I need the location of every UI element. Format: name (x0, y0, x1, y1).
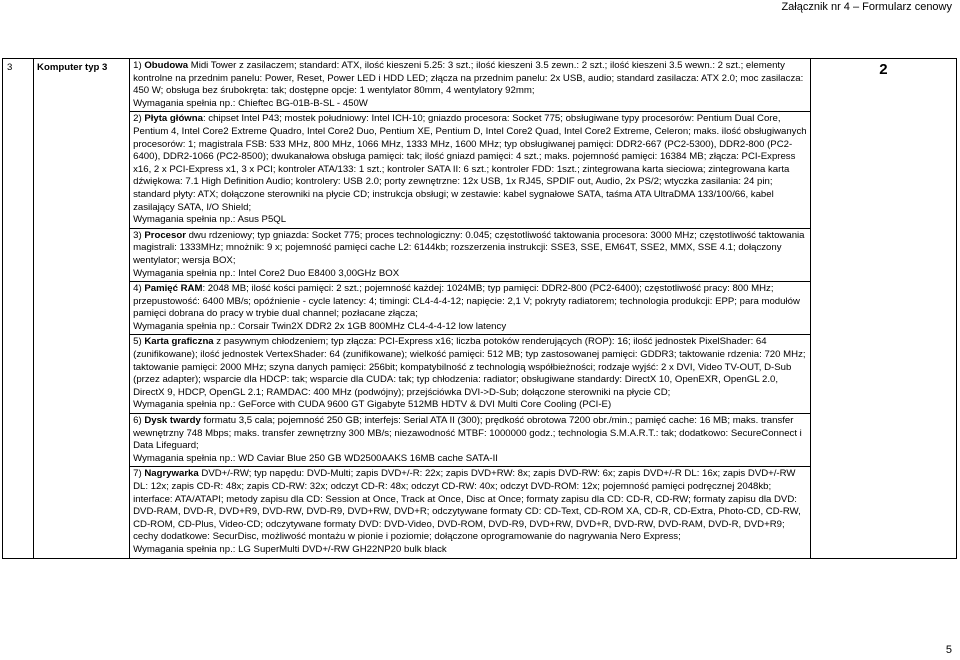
item-name: Komputer typ 3 (34, 59, 130, 559)
spec-section: 3) Procesor dwu rdzeniowy; typ gniazda: Socket 775; proces technologiczny: 0.045; częstotliwość taktowania procesora: 3000 MHz; częstotliwość taktowania magistrali: 1333MHz; mnożnik: 9 x; pojemność pamięci cache L2: 6144kb; rozszerzenia instrukcji: SSE3, SSE, EM64T, SSE2, MMX, SSE 4.1; dołączony wentylator; wersja BOX; Wymagania spełnia np.: Intel Core2 Duo E8400 3,00GHz BOX (130, 229, 810, 282)
section-example: Wymagania spełnia np.: Corsair Twin2X DDR2 2x 1GB 800MHz CL4-4-4-12 low latency (133, 320, 507, 332)
section-example: Wymagania spełnia np.: LG SuperMulti DVD+/-RW GH22NP20 bulk black (133, 543, 447, 555)
spec-table (2, 58, 957, 559)
section-text: dwu rdzeniowy; typ gniazda: Socket 775; proces technologiczny: 0.045; częstotliwość taktowania procesora: 3000 MHz; częstotliwość taktowania magistrali: 1333MHz; mnożnik: 9 x; pojemność pamięci cache L2: 6144kb; rozszerzenia instrukcji: SSE3, SSE, EM64T, SSE2, MMX, SSE 4.1; dołączony wentylator; wersja BOX; (133, 229, 805, 266)
section-example: Wymagania spełnia np.: Intel Core2 Duo E8400 3,00GHz BOX (133, 267, 400, 279)
spec-section: 1) Obudowa Midi Tower z zasilaczem; standard: ATX, ilość kieszeni 5.25: 3 szt.; ilość kieszeni 3.5 zewn.: 2 szt.; ilość kieszeni 3.5 wewn.: 2 szt.; elementy kontrolne na przednim panelu: Power, Reset, Power LED i HDD LED; złącza na przednim panelu: 2x USB, audio; standard zasilacza: ATX 2.0; moc zasilacza: 450 W; obsługa bez śrubokręta: tak; dostępne opcje: 1 wentylator 80mm, 4 wentylatory 92mm; Wymagania spełnia np.: Chieftec BG-01B-B-SL - 450W (130, 59, 810, 112)
section-text: formatu 3,5 cala; pojemność 250 GB; interfejs: Serial ATA II (300); prędkość obrotowa 7200 obr./min.; pamięć cache: 16 MB; maks. transfer wewnętrzny 748 Mbps; maks. transfer zewnętrzny 300 MB/s; niezawodność MTBF: 1000000 godz.; technologia S.M.A.R.T.: tak; dodatkowo: SecureConnect i Data Lifeguard; (133, 415, 802, 452)
row-number: 3 (3, 59, 34, 559)
section-example: Wymagania spełnia np.: Chieftec BG-01B-B-SL - 450W (133, 97, 368, 109)
section-title: Płyta główna (144, 113, 203, 125)
quantity-cell: 2 (810, 59, 956, 559)
section-title: Dysk twardy (144, 415, 201, 427)
section-title: Pamięć RAM (144, 283, 203, 295)
page-number: 5 (945, 644, 952, 656)
section-example: Wymagania spełnia np.: WD Caviar Blue 250 GB WD2500AAKS 16MB cache SATA-II (133, 452, 498, 464)
section-example: Wymagania spełnia np.: Asus P5QL (133, 214, 287, 226)
spec-section: 5) Karta graficzna z pasywnym chłodzeniem; typ złącza: PCI-Express x16; liczba potoków renderujących (ROP): 16; ilość jednostek PixelShader: 64 (zunifikowane); ilość jednostek VertexShader: 64 (zunifikowane); wielkość pamięci: 512 MB; typ zastosowanej pamięci: GDDR3; taktowanie rdzenia: 720 MHz; taktowanie pamięci: 2000 MHz; szyna danych pamięci: 256bit; kompatybilność z technologią współbieżności; rodzaje wyjść: 2 x DVI, Video TV-OUT, D-Sub (przez adapter); wsparcie dla HDCP: tak; wsparcie dla CUDA: tak; typ chłodzenia: radiator; obsługiwane standardy: DirectX 10, OpenEXR, OpenGL 2.0, DirectX 9, HDCP, OpenGL 2.1; RAMDAC: 400 MHz (podwójny); przejściówka DVI->D-Sub; dołączone sterowniki na płycie CD; Wymagania spełnia np.: GeForce with CUDA 9600 GT Gigabyte 512MB HDTV & DVI Multi Core Cooling (PCI-E) (130, 335, 810, 414)
section-title: Karta graficzna (144, 336, 214, 348)
section-text: : 2048 MB; ilość kości pamięci: 2 szt.; pojemność każdej: 1024MB; typ pamięci: DDR2-800 (PC2-6400); częstotliwość pracy: 800 MHz; przepustowość: 6400 MB/s; opóźnienie - cycle latency: 4; timingi: CL4-4-4-12; napięcie: 2,1 V; pokryty radiatorem; technologia produkcji: EPP; para modułów pamięci dobrana do pracy w trybie dual channel; pozłacane złącza; (133, 283, 800, 320)
description-cell (130, 59, 811, 559)
section-text: DVD+/-RW; typ napędu: DVD-Multi; zapis DVD+/-R: 22x; zapis DVD+RW: 8x; zapis DVD-RW: 6x; zapis DVD+/-R DL: 16x; zapis DVD+/-RW DL: 12x; zapis CD-R: 48x; zapis CD-RW: 32x; odczyt CD-R: 48x; odczyt CD-RW: 40x; odczyt DVD-ROM: 12x; pojemność pamięci podręcznej 2048kb; interface: ATA/ATAPI; metody zapisu dla CD: Session at Once, Track at Once, Disc at Once; formaty zapisu dla CD: CD-R, CD-RW; formaty zapisu dla DVD: DVD-RAM, DVD-R, DVD+R9, DVD-RW, DVD-R9, DVD+RW, DVD+R; odczytywane formaty CD: CD-Text, CD-ROM XA, CD-R, CD-Extra, Photo-CD, CD-RW, CD-ROM, CD-Plus, Video-CD; odczytywane formaty DVD: DVD-Video, DVD-ROM, DVD-R9, DVD+RW, DVD+R, DVD-RW, DVD-RAM, DVD-R, DVD+R9; cechy dodatkowe: SecurDisc, możliwość montażu w pionie i poziomie; dołączone oprogramowanie do nagrywania Nero Express; (133, 468, 801, 543)
section-example: Wymagania spełnia np.: GeForce with CUDA 9600 GT Gigabyte 512MB HDTV & DVI Multi Core Cooling (PCI-E) (133, 399, 612, 411)
section-title: Obudowa (144, 60, 189, 71)
section-text: Midi Tower z zasilaczem; standard: ATX, ilość kieszeni 5.25: 3 szt.; ilość kieszeni 3.5 zewn.: 2 szt.; ilość kieszeni 3.5 wewn.: 2 szt.; elementy kontrolne na przednim panelu: Power, Reset, Power LED i HDD LED; złącza na przednim panelu: 2x USB, audio; standard zasilacza: ATX 2.0; moc zasilacza: 450 W; obsługa bez śrubokręta: tak; dostępne opcje: 1 wentylator 80mm, 4 wentylatory 92mm; (133, 60, 804, 97)
spec-section: 2) Płyta główna: chipset Intel P43; mostek południowy: Intel ICH-10; gniazdo procesora: Socket 775; obsługiwane typy procesorów: Pentium Dual Core, Pentium 4, Intel Core2 Extreme Quadro, Intel Core2 Duo, Pentium XE, Pentium D, Intel Core2 Quad, Intel Core2 Extreme, Celeron; maks. ilość obsługiwanych procesorów: 1; magistrala FSB: 533 MHz, 800 MHz, 1066 MHz, 1333 MHz, 1600 MHz; typ obsługiwanej pamięci: DDR2-667 (PC2-5300), DDR2-800 (PC2-6400), DDR2-1066 (PC2-8500); dwukanałowa obsługa pamięci: tak; ilość gniazd pamięci: 4 szt.; maks. pojemność pamięci: 16384 MB; złącza: PCI-Express x16, 2 x PCI-Express x1, 3 x PCI; kontroler ATA/133: 1 szt.; kontroler SATA II: 6 szt.; kontroler FDD: 1szt.; zintegrowana karta sieciowa; zintegrowana karta dźwiękowa: 7.1 High Definition Audio; kontrolery: USB 2.0; porty zewnętrzne: 12x USB, 1x RJ45, SPDIF out, Audio, 2x PS/2; wtyczka zasilania: 24 pin; standard płyty: ATX; dołączone sterowniki na płycie CD; instrukcja obsługi; w zestawie: kabel sygnałowe SATA, taśma ATA UltraDMA 133/100/66, kabel zasilający SATA, I/O Shield; Wymagania spełnia np.: Asus P5QL (130, 112, 810, 228)
table-row (3, 59, 957, 559)
page-header: Załącznik nr 4 – Formularz cenowy (781, 1, 952, 13)
section-title: Procesor (144, 229, 186, 241)
section-text: z pasywnym chłodzeniem; typ złącza: PCI-Express x16; liczba potoków renderujących (ROP): 16; ilość jednostek PixelShader: 64 (zunifikowane); ilość jednostek VertexShader: 64 (zunifikowane); wielkość pamięci: 512 MB; typ zastosowanej pamięci: GDDR3; taktowanie rdzenia: 720 MHz; taktowanie pamięci: 2000 MHz; szyna danych pamięci: 256bit; kompatybilność z technologią współbieżności; rodzaje wyjść: 2 x DVI, Video TV-OUT, D-Sub (przez adapter); wsparcie dla HDCP: tak; wsparcie dla CUDA: tak; typ chłodzenia: radiator; obsługiwane standardy: DirectX 10, OpenEXR, OpenGL 2.0, DirectX 9, HDCP, OpenGL 2.1; RAMDAC: 400 MHz (podwójny); przejściówka DVI->D-Sub; dołączone sterowniki na płycie CD; (133, 336, 806, 398)
spec-section: 6) Dysk twardy formatu 3,5 cala; pojemność 250 GB; interfejs: Serial ATA II (300); prędkość obrotowa 7200 obr./min.; pamięć cache: 16 MB; maks. transfer wewnętrzny 748 Mbps; maks. transfer zewnętrzny 300 MB/s; niezawodność MTBF: 1000000 godz.; technologia S.M.A.R.T.: tak; dodatkowo: SecureConnect i Data Lifeguard; Wymagania spełnia np.: WD Caviar Blue 250 GB WD2500AAKS 16MB cache SATA-II (130, 414, 810, 467)
spec-section: 7) Nagrywarka DVD+/-RW; typ napędu: DVD-Multi; zapis DVD+/-R: 22x; zapis DVD+RW: 8x; zapis DVD-RW: 6x; zapis DVD+/-R DL: 16x; zapis DVD+/-RW DL: 12x; zapis CD-R: 48x; zapis CD-RW: 32x; odczyt CD-R: 48x; odczyt CD-RW: 40x; odczyt DVD-ROM: 12x; pojemność pamięci podręcznej 2048kb; interface: ATA/ATAPI; metody zapisu dla CD: Session at Once, Track at Once, Disc at Once; formaty zapisu dla CD: CD-R, CD-RW; formaty zapisu dla DVD: DVD-RAM, DVD-R, DVD+R9, DVD-RW, DVD-R9, DVD+RW, DVD+R; odczytywane formaty CD: CD-Text, CD-ROM XA, CD-R, CD-Extra, Photo-CD, CD-RW, CD-ROM, CD-Plus, Video-CD; odczytywane formaty DVD: DVD-Video, DVD-ROM, DVD-R9, DVD+RW, DVD+R, DVD-RW, DVD-RAM, DVD-R, DVD+R9; cechy dodatkowe: SecurDisc, możliwość montażu w pionie i poziomie; dołączone oprogramowanie do nagrywania Nero Express; Wymagania spełnia np.: LG SuperMulti DVD+/-RW GH22NP20 bulk black (130, 467, 810, 557)
section-text: : chipset Intel P43; mostek południowy: Intel ICH-10; gniazdo procesora: Socket 775; obsługiwane typy procesorów: Pentium Dual Core, Pentium 4, Intel Core2 Extreme Quadro, Intel Core2 Duo, Pentium XE, Pentium D, Intel Core2 Quad, Intel Core2 Extreme, Celeron; maks. ilość obsługiwanych procesorów: 1; magistrala FSB: 533 MHz, 800 MHz, 1066 MHz, 1333 MHz, 1600 MHz; typ obsługiwanej pamięci: DDR2-667 (PC2-5300), DDR2-800 (PC2-6400), DDR2-1066 (PC2-8500); dwukanałowa obsługa pamięci: tak; ilość gniazd pamięci: 4 szt.; maks. pojemność pamięci: 16384 MB; złącza: PCI-Express x16, 2 x PCI-Express x1, 3 x PCI; kontroler ATA/133: 1 szt.; kontroler SATA II: 6 szt.; kontroler FDD: 1szt.; zintegrowana karta sieciowa; zintegrowana karta dźwiękowa: 7.1 High Definition Audio; kontrolery: USB 2.0; porty zewnętrzne: 12x USB, 1x RJ45, SPDIF out, Audio, 2x PS/2; wtyczka zasilania: 24 pin; standard płyty: ATX; dołączone sterowniki na płycie CD; instrukcja obsługi; w zestawie: kabel sygnałowe SATA, taśma ATA UltraDMA 133/100/66, kabel zasilający SATA, I/O Shield; (133, 113, 807, 213)
spec-section: 4) Pamięć RAM: 2048 MB; ilość kości pamięci: 2 szt.; pojemność każdej: 1024MB; typ pamięci: DDR2-800 (PC2-6400); częstotliwość pracy: 800 MHz; przepustowość: 6400 MB/s; opóźnienie - cycle latency: 4; timingi: CL4-4-4-12; napięcie: 2,1 V; pokryty radiatorem; technologia produkcji: EPP; para modułów pamięci dobrana do pracy w trybie dual channel; pozłacane złącza; Wymagania spełnia np.: Corsair Twin2X DDR2 2x 1GB 800MHz CL4-4-4-12 low latency (130, 282, 810, 335)
section-title: Nagrywarka (144, 468, 199, 480)
